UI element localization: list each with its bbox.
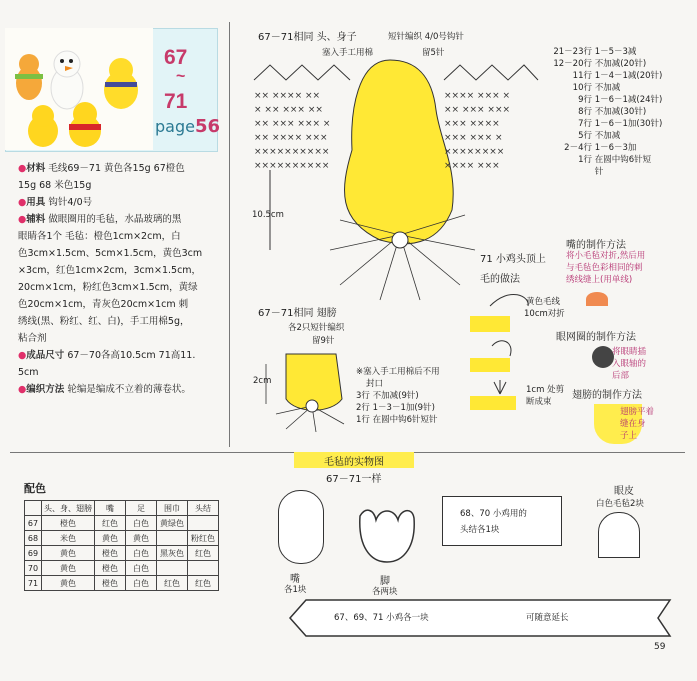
body-chart-subtitle: 短针编织 4/0号钩针 [388,32,464,42]
body-row-list [540,46,690,178]
eyelid-felt-count: 白色毛毡2块 [596,499,644,509]
chick-white [51,51,83,109]
row-instruction: 5行 不加减 [578,131,621,141]
row-instruction: 7行 1－6－1加(30针) [578,119,663,129]
row-instruction: 11行 1－4－1减(20针) [572,71,663,81]
eyelid-felt-shape [598,512,640,558]
chick-photo [5,28,153,150]
svg-text:×× ××× ××× ×: ×× ××× ××× × [254,119,331,129]
table-row: 71 黄色 橙色 白色 红色 红色 [25,576,219,591]
row-instruction: 2－4行 1－6－3加 [564,143,637,153]
table-row: 69 黄色 橙色 白色 黑灰色 红色 [25,546,219,561]
topknot-step-1: 黄色毛线 [526,297,561,307]
accessories-line: 色3cm×1.5cm、5cm×1.5cm，黄色3cm [18,248,203,259]
scarf-felt-text-1: 67、69、71 小鸡各一块 [334,613,429,623]
svg-text:××××××××: ×××××××× [444,147,505,157]
wing-method-text: 翅膀平着 缝在身 子上 [620,407,655,441]
accessories-line: ×3cm，红色1cm×2cm，3cm×1.5cm， [18,265,202,276]
foot-felt-label: 脚 [380,576,390,587]
page-ref: page56 [155,116,221,137]
beak-method-text: 将小毛毡对折,然后用 与毛毡色彩相同的刺 绣线缝上(用单线) [566,251,646,285]
color-table [24,500,219,591]
table-header-cell: 足 [126,501,157,516]
row-instruction: 8行 不加减(30针) [578,107,647,117]
knot-felt-text-2: 头结各1块 [460,525,500,535]
beak-method-title: 嘴的制作方法 [566,240,626,251]
cotton-note: 塞入手工用棉 [322,48,374,58]
beak-illustration [586,292,608,306]
eye-method-text: 将眼睛插 入眼轴的 后部 [612,347,647,381]
eye-illustration [592,346,614,368]
table-header-cell: 嘴 [95,501,126,516]
materials-list [18,160,218,398]
page-number: 59 [654,642,666,652]
row-instruction: 1行 在圆中钩6针短针 [356,415,438,425]
accessories-line: 色20cm×1cm，青灰色20cm×1cm 刺 [18,299,189,310]
table-header-cell: 头、身、翅膀 [42,501,95,516]
beak-felt-shape [278,490,324,564]
row-instruction: 12－20行 不加减(20针) [553,59,647,69]
accessories-line: 眼睛各1个 毛毡：橙色1cm×2cm，白 [18,231,181,242]
row-instruction: 1行 在圆中钩6针短 [578,155,652,165]
row-instruction: 2行 1－3－1加(9针) [356,403,435,413]
svg-text:×× ××× ×××: ×× ××× ××× [444,105,511,115]
row-instruction: 3行 不加减(9针) [356,391,419,401]
svg-text:××××××××××: ×××××××××× [254,147,330,157]
accessories-line: 粘合剂 [18,333,47,344]
stitch-note: 留5针 [422,48,445,58]
svg-text:× ×× ××× ××: × ×× ××× ×× [254,105,323,115]
row-instruction: 针 [594,167,604,177]
eyelid-felt-label: 眼皮 [614,486,634,497]
svg-text:××× ××××: ××× ×××× [444,119,500,129]
table-header-cell: 围巾 [157,501,188,516]
svg-text:×××× ×××: ×××× ××× [444,161,500,171]
accessories-line: 20cm×1cm，粉红色3cm×1.5cm，黄绿 [18,282,198,293]
accessories-line: ●辅料 做眼圈用的毛毡，水晶玻璃的黑 [18,214,182,225]
row-instruction: 9行 1－6－1减(24针) [578,95,663,105]
topknot-title-2: 毛的做法 [480,274,520,285]
color-table-title: 配色 [24,482,46,495]
pattern-num-start: 67 [164,46,188,69]
wing-note: ※塞入手工用棉后不用 封口 3行 不加减(9针) 2行 1－3－1加(9针) 1行 在圆中钩6针短针 [356,367,440,425]
accessories-line: 绣线(黑、粉红、红、白)，手工用棉5g， [18,316,190,327]
materials-line: ●材料 毛线69－71 黄色各15g 67橙色 [18,163,185,174]
topknot-step-4: 断成束 [526,397,552,407]
table-row: 70 黄色 橙色 白色 [25,561,219,576]
svg-text:×× ×××× ×××: ×× ×××× ××× [254,133,328,143]
topknot-step-2: 10cm对折 [524,309,565,319]
wing-size: 2cm [253,376,272,386]
scarf-felt-text-2: 可随意延长 [526,613,569,623]
materials-line: 15g 68 米色15g [18,180,92,191]
knot-felt-shape [442,496,562,546]
pattern-num-end: 71 [164,90,188,113]
beak-felt-count: 各1块 [284,585,307,595]
wing-sub2: 留9针 [312,336,335,346]
svg-text:×× ×××× ××: ×× ×××× ×× [254,91,321,101]
row-instruction: 21－23行 1－5－3减 [553,47,637,57]
foot-felt-count: 各两块 [372,587,398,597]
body-chart-title: 67－71相同 头、身子 [258,32,357,43]
tools-line: ●用具 钩针4/0号 [18,197,93,208]
pattern-num-tilde: ~ [176,68,186,85]
knot-felt-text-1: 68、70 小鸡用的 [460,509,527,519]
row-instruction: 10行 不加减 [572,83,621,93]
method-line: ●编织方法 轮编是编成不立着的薄卷状。 [18,384,191,395]
svg-text:××× ××× ×: ××× ××× × [444,133,503,143]
wing-crochet-chart [256,344,356,434]
svg-text:××××××××××: ×××××××××× [254,161,330,171]
felt-title: 毛毡的实物图 [324,457,384,468]
wing-method-title: 翅膀的制作方法 [572,390,642,401]
size-line: ●成品尺寸 67－70各高10.5cm 71高11. [18,350,196,361]
svg-text:×××× ××× ×: ×××× ××× × [444,91,511,101]
beak-felt-label: 嘴 [290,574,300,585]
table-row: 68 米色 黄色 黄色 粉红色 [25,531,219,546]
wing-chart-title: 67－71相同 翅膀 [258,308,337,319]
size-line: 5cm [18,367,39,378]
eye-method-title: 眼网圈的制作方法 [556,332,636,343]
table-header-cell: 头结 [188,501,219,516]
felt-subtitle: 67－71一样 [326,474,382,485]
topknot-step-3: 1cm 处剪 [526,385,565,395]
table-row: 67 橙色 红色 白色 黄绿色 [25,516,219,531]
topknot-title-1: 71 小鸡头顶上 [480,254,546,265]
wing-sub1: 各2只短针编织 [288,323,345,333]
foot-felt-shape [356,506,418,566]
table-header-row [25,501,219,516]
table-header-cell [25,501,42,516]
divider-vertical [229,22,230,447]
body-height: 10.5cm [252,210,284,220]
